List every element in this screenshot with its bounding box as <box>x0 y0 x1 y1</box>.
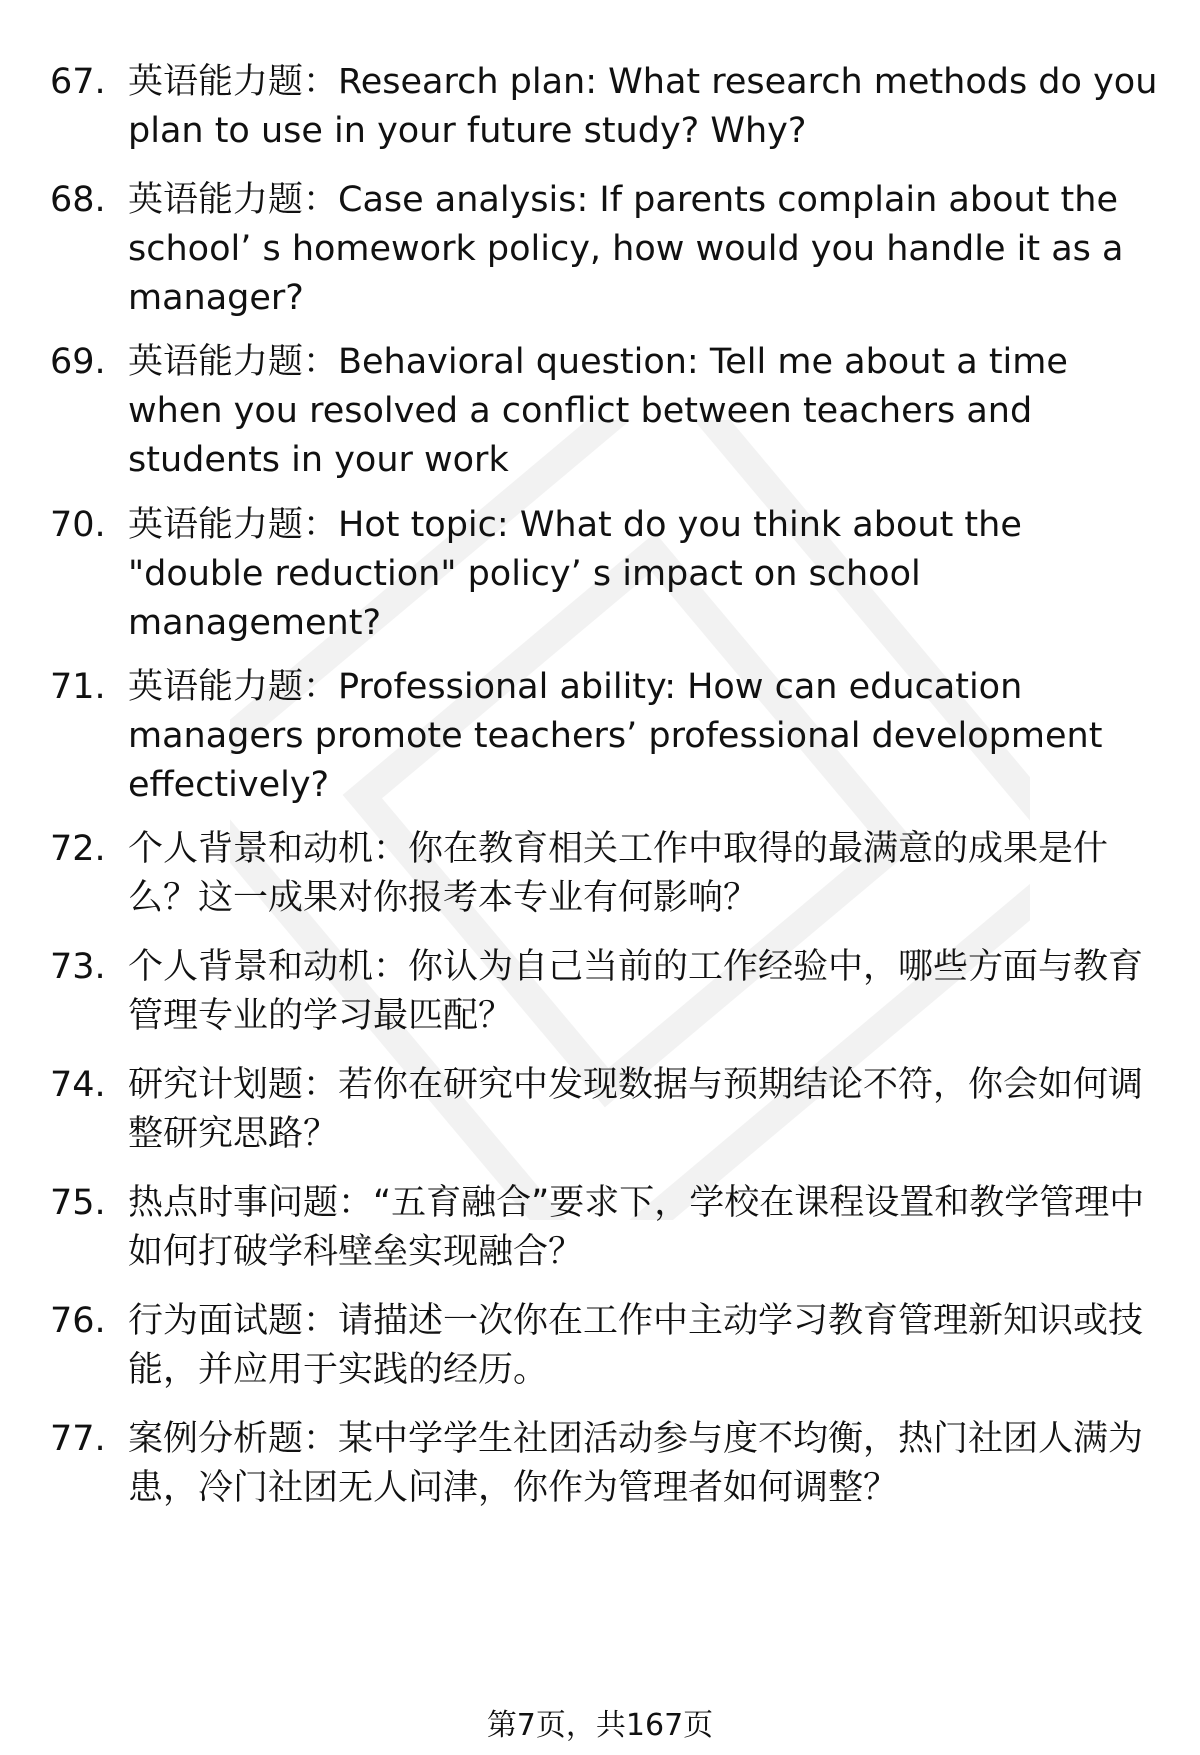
question-number: 67. <box>50 62 106 102</box>
question-item <box>50 501 1160 663</box>
question-text: 英语能力题：Research plan: What research methods do you plan to use in your future study? Why? <box>128 62 1158 151</box>
question-item <box>50 58 1160 176</box>
question-text: 英语能力题：Behavioral question: Tell me about a time when you resolved a conflict between teachers and students in your work <box>128 342 1068 480</box>
question-text: 英语能力题：Hot topic: What do you think about the "double reduction" policy’ s impact on school management? <box>128 505 1022 643</box>
question-list <box>50 58 1160 1515</box>
question-number: 71. <box>50 667 106 707</box>
question-number: 70. <box>50 505 106 545</box>
question-text: 研究计划题：若你在研究中发现数据与预期结论不符，你会如何调整研究思路？ <box>128 1065 1144 1154</box>
question-text: 热点时事问题：“五育融合”要求下，学校在课程设置和教学管理中如何打破学科壁垒实现融合？ <box>128 1183 1145 1272</box>
question-number: 69. <box>50 342 106 382</box>
question-text: 个人背景和动机：你认为自己当前的工作经验中，哪些方面与教育管理专业的学习最匹配？ <box>128 947 1144 1036</box>
question-item <box>50 663 1160 825</box>
question-number: 75. <box>50 1183 106 1223</box>
question-number: 72. <box>50 829 106 869</box>
question-item <box>50 943 1160 1061</box>
question-number: 77. <box>50 1419 106 1459</box>
question-item <box>50 338 1160 501</box>
question-number: 76. <box>50 1301 106 1341</box>
question-item <box>50 1061 1160 1179</box>
question-item <box>50 1415 1160 1515</box>
question-item <box>50 1179 1160 1297</box>
page-footer: 第7页，共167页 <box>486 1708 714 1743</box>
question-text: 个人背景和动机：你在教育相关工作中取得的最满意的成果是什么？这一成果对你报考本专业有何影响？ <box>128 829 1109 918</box>
question-item <box>50 1297 1160 1415</box>
question-text: 英语能力题：Case analysis: If parents complain about the school’ s homework policy, how would you handle it as a manager? <box>128 180 1124 318</box>
question-number: 68. <box>50 180 106 220</box>
question-text: 行为面试题：请描述一次你在工作中主动学习教育管理新知识或技能，并应用于实践的经历。 <box>128 1301 1144 1390</box>
question-item <box>50 825 1160 943</box>
question-number: 74. <box>50 1065 106 1105</box>
question-number: 73. <box>50 947 106 987</box>
question-text: 英语能力题：Professional ability: How can education managers promote teachers’ professional development effectively? <box>128 667 1103 805</box>
question-item <box>50 176 1160 338</box>
question-text: 案例分析题：某中学学生社团活动参与度不均衡，热门社团人满为患，冷门社团无人问津，你作为管理者如何调整？ <box>128 1419 1144 1508</box>
